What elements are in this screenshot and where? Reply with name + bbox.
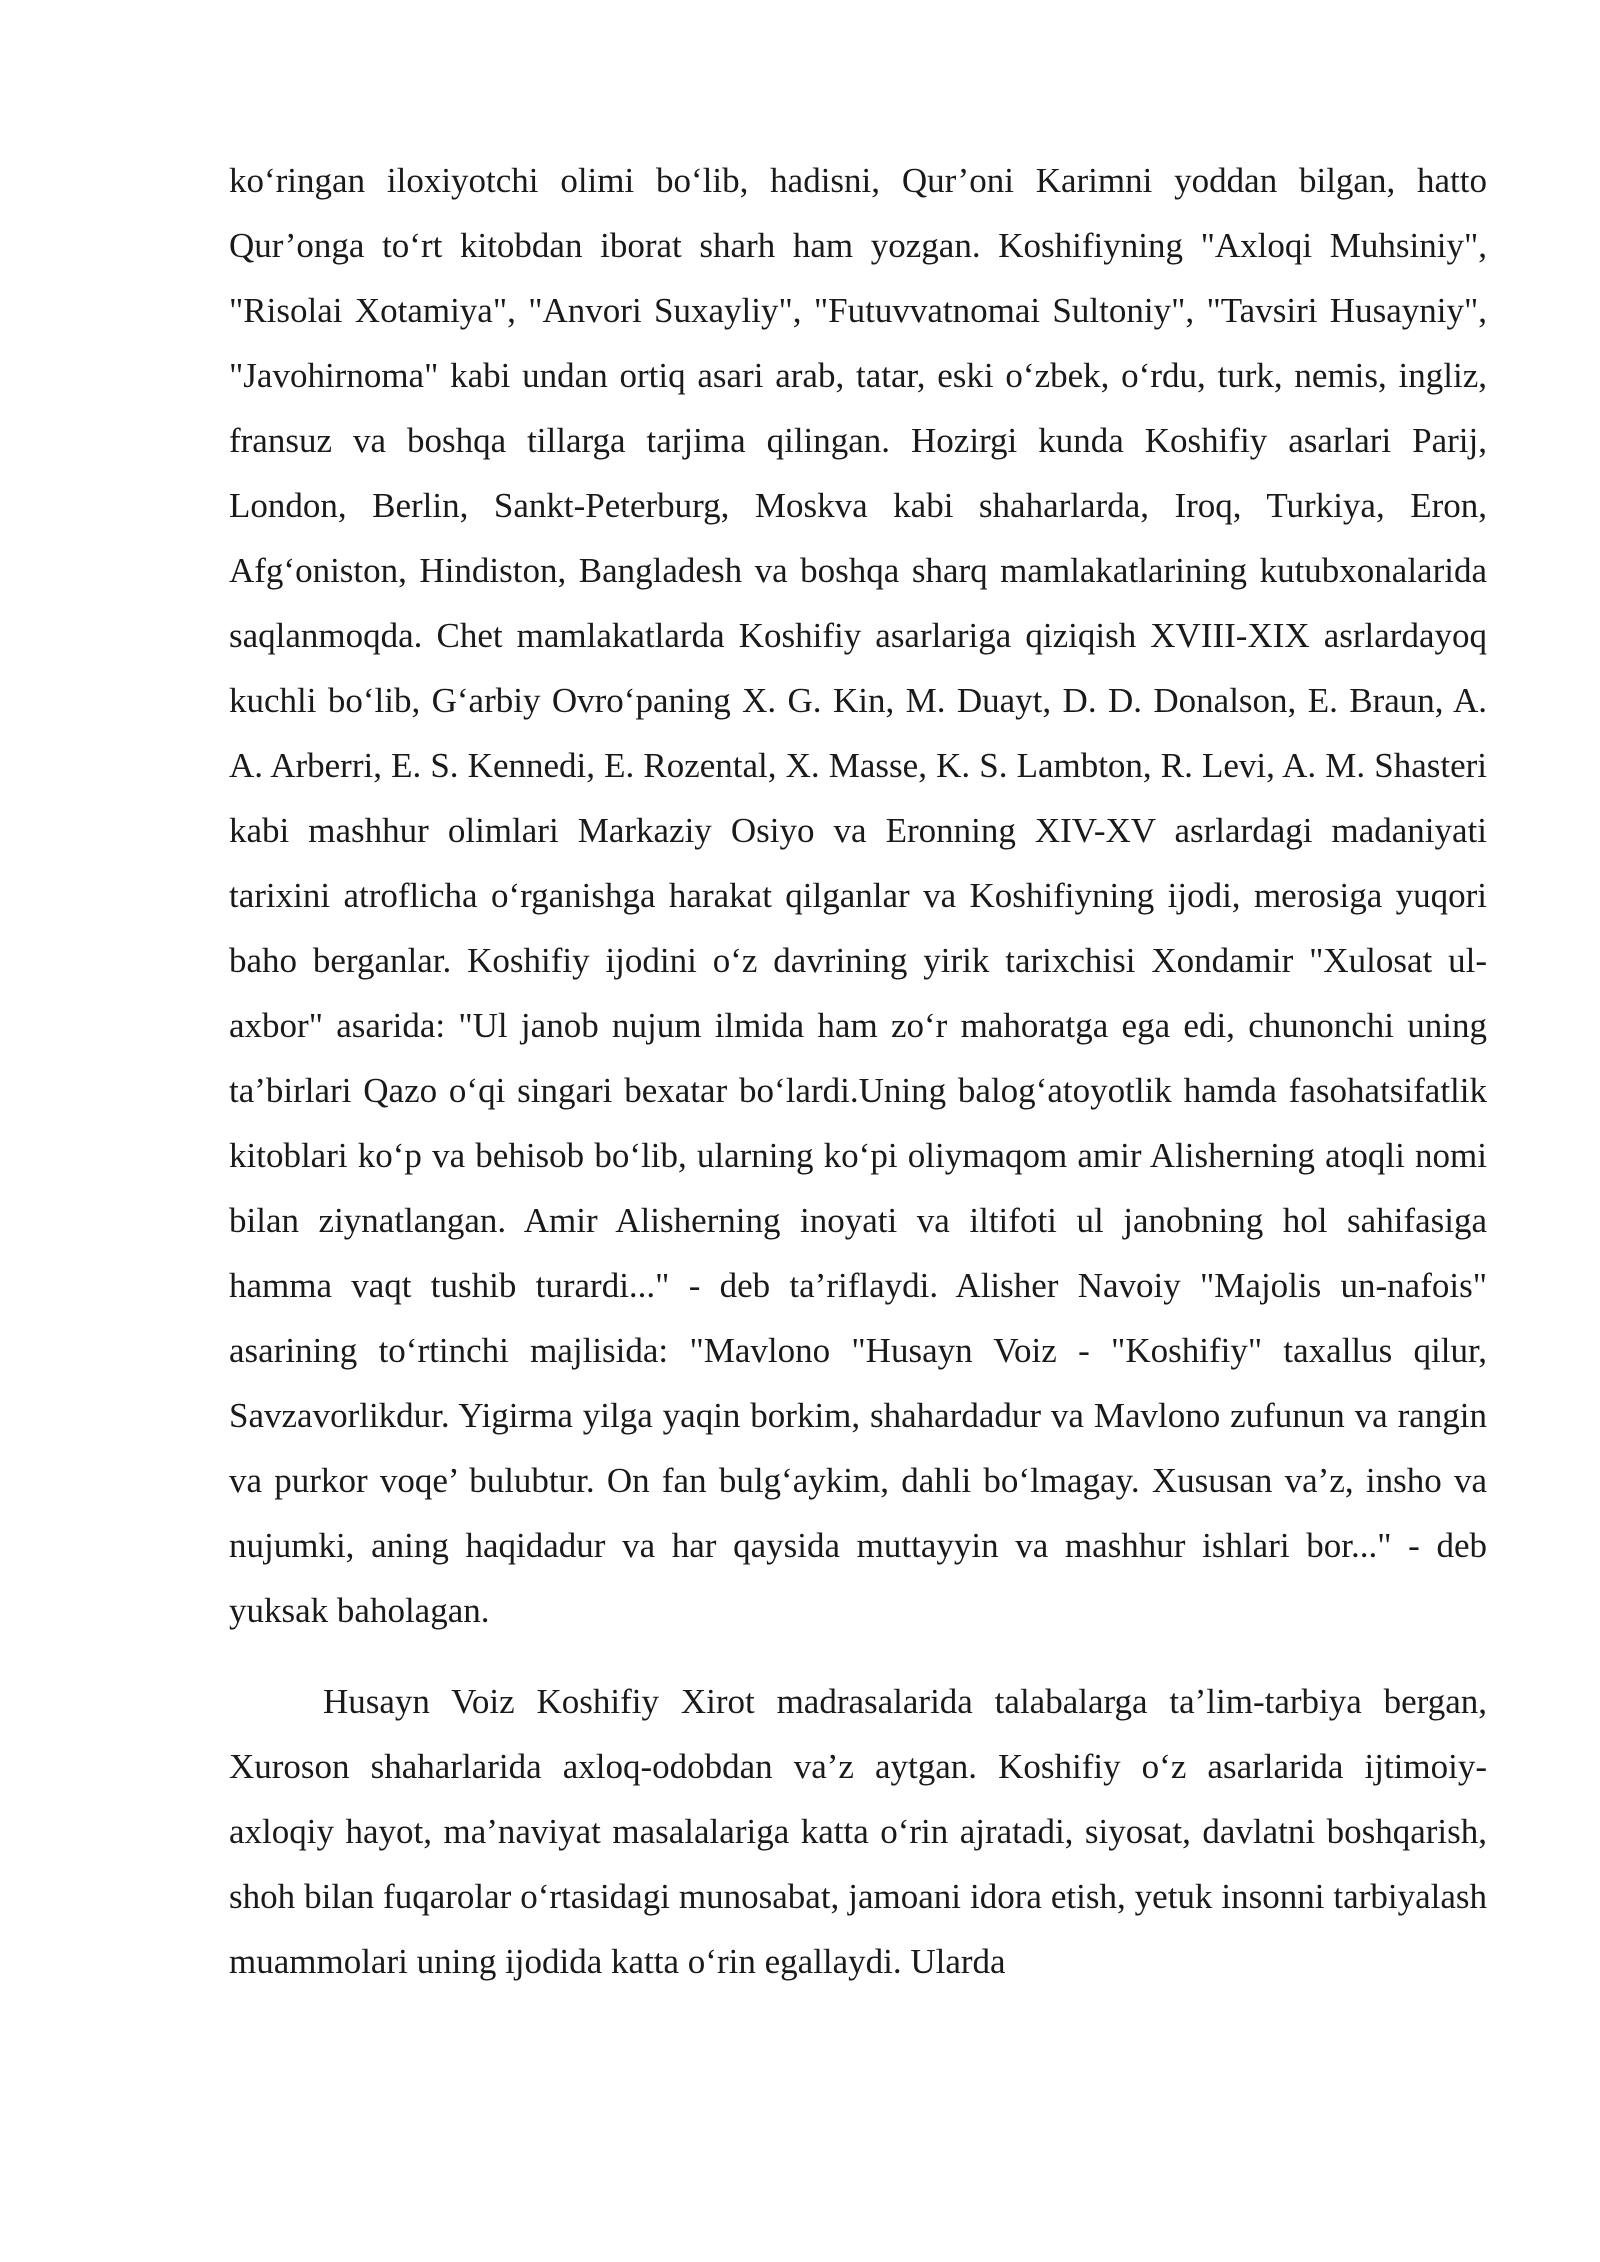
paragraph-koshifiy-teaching: Husayn Voiz Koshifiy Xirot madrasalarida talabalarga ta’lim-tarbiya bergan, Xuroson shaharlarida axloq-odobdan va’z aytgan. Koshifiy o‘z asarlarida ijtimoiy-axloqiy hayot, ma’naviyat masalalariga katta o‘rin ajratadi, siyosat, davlatni boshqarish, shoh bilan fuqarolar o‘rtasidagi munosabat, jamoani idora etish, yetuk insonni tarbiyalash muammolari uning ijodida katta o‘rin egallaydi. Ularda bbox=[229, 1682, 1487, 1981]
document-body bbox=[229, 148, 1487, 1994]
paragraph-continued: ko‘ringan iloxiyotchi olimi bo‘lib, hadisni, Qur’oni Karimni yoddan bilgan, hatto Qur’onga to‘rt kitobdan iborat sharh ham yozgan. Koshifiyning "Axloqi Muhsiniy", "Risolai Xotamiya", "Anvori Suxayliy", "Futuvvatnomai Sultoniy", "Tavsiri Husayniy", "Javohirnoma" kabi undan ortiq asari arab, tatar, eski o‘zbek, o‘rdu, turk, nemis, ingliz, fransuz va boshqa tillarga tarjima qilingan. Hozirgi kunda Koshifiy asarlari Parij, London, Berlin, Sankt-Peterburg, Moskva kabi shaharlarda, Iroq, Turkiya, Eron, Afg‘oniston, Hindiston, Bangladesh va boshqa sharq mamlakatlarining kutubxonalarida saqlanmoqda. Chet mamlakatlarda Koshifiy asarlariga qiziqish XVIII-XIX asrlardayoq kuchli bo‘lib, G‘arbiy Ovro‘paning X. G. Kin, M. Duayt, D. D. Donalson, E. Braun, A. A. Arberri, E. S. Kennedi, E. Rozental, X. Masse, K. S. Lambton, R. Levi, A. M. Shasteri kabi mashhur olimlari Markaziy Osiyo va Eronning XIV-XV asrlardagi madaniyati tarixini atroflicha o‘rganishga harakat qilganlar va Koshifiyning ijodi, merosiga yuqori baho berganlar. Koshifiy ijodini o‘z davrining yirik tarixchisi Xondamir "Xulosat ul-axbor" asarida: "Ul janob nujum ilmida ham zo‘r mahoratga ega edi, chunonchi uning ta’birlari Qazo o‘qi singari bexatar bo‘lardi.Uning balog‘atoyotlik hamda fasohatsifatlik kitoblari ko‘p va behisob bo‘lib, ularning ko‘pi oliymaqom amir Alisherning atoqli nomi bilan ziynatlangan. Amir Alisherning inoyati va iltifoti ul janobning hol sahifasiga hamma vaqt tushib turardi..." - deb ta’riflaydi. Alisher Navoiy "Majolis un-nafois" asarining to‘rtinchi majlisida: "Mavlono "Husayn Voiz - "Koshifiy" taxallus qilur, Savzavorlikdur. Yigirma yilga yaqin borkim, shahardadur va Mavlono zufunun va rangin va purkor voqe’ bulubtur. On fan bulg‘aykim, dahli bo‘lmagay. Xususan va’z, insho va nujumki, aning haqidadur va har qaysida muttayyin va mashhur ishlari bor..." - deb yuksak baholagan. bbox=[229, 161, 1487, 1630]
